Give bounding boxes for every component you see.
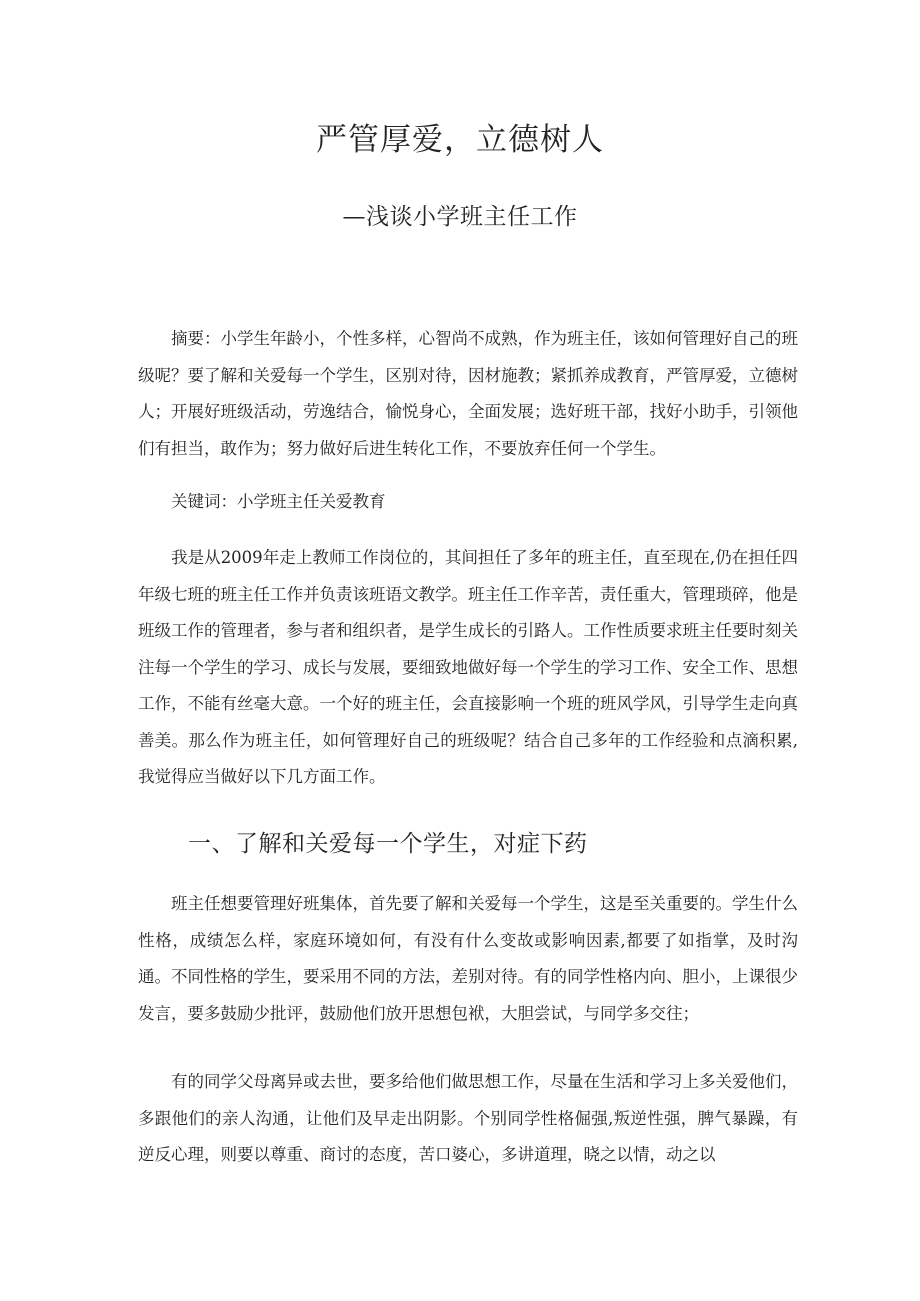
section-heading-1: 一、了解和关爱每一个学生，对症下药 (188, 831, 588, 857)
document-subtitle: —浅谈小学班主任工作 (342, 204, 578, 230)
document-title: 严管厚爱，立德树人 (316, 122, 604, 158)
intro-paragraph: 我是从2009年走上教师工作岗位的，其间担任了多年的班主任，直至现在,仍在担任四年级七班的班主任工作并负责该班语文教学。班主任工作辛苦，责任重大，管理琐碎，他是班级工作的管理者，参与者和组织者，是学生成长的引路人。工作性质要求班主任要时刻关注每一个学生的学习、成长与发展，要细致地做好每一个学生的学习工作、安全工作、思想工作，不能有丝毫大意。一个好的班主任，会直接影响一个班的班风学风，引导学生走向真善美。那么作为班主任，如何管理好自己的班级呢？结合自己多年的工作经验和点滴积累,我觉得应当做好以下几方面工作。 (138, 548, 798, 786)
abstract-paragraph: 摘要：小学生年龄小，个性多样，心智尚不成熟，作为班主任，该如何管理好自己的班级呢？要了解和关爱每一个学生，区别对待，因材施教；紧抓养成教育，严管厚爱，立德树人；开展好班级活动，劳逸结合，愉悦身心，全面发展；选好班干部，找好小助手，引领他们有担当，敢作为；努力做好后进生转化工作，不要放弃任何一个学生。 (138, 329, 798, 458)
keywords-line: 关键词：小学班主任关爱教育 (171, 492, 386, 511)
section-1-paragraph-2: 有的同学父母离异或去世，要多给他们做思想工作，尽量在生活和学习上多关爱他们，多跟他们的亲人沟通，让他们及早走出阴影。个别同学性格倔强,叛逆性强，脾气暴躁，有逆反心理，则要以尊重、商讨的态度，苦口婆心，多讲道理，晓之以情，动之以 (138, 1072, 798, 1164)
section-1-paragraph-1: 班主任想要管理好班集体，首先要了解和关爱每一个学生，这是至关重要的。学生什么性格，成绩怎么样，家庭环境如何，有没有什么变故或影响因素,都要了如指掌，及时沟通。不同性格的学生，要采用不同的方法，差别对待。有的同学性格内向、胆小，上课很少发言，要多鼓励少批评，鼓励他们放开思想包袱，大胆尝试，与同学多交往； (138, 894, 798, 1023)
